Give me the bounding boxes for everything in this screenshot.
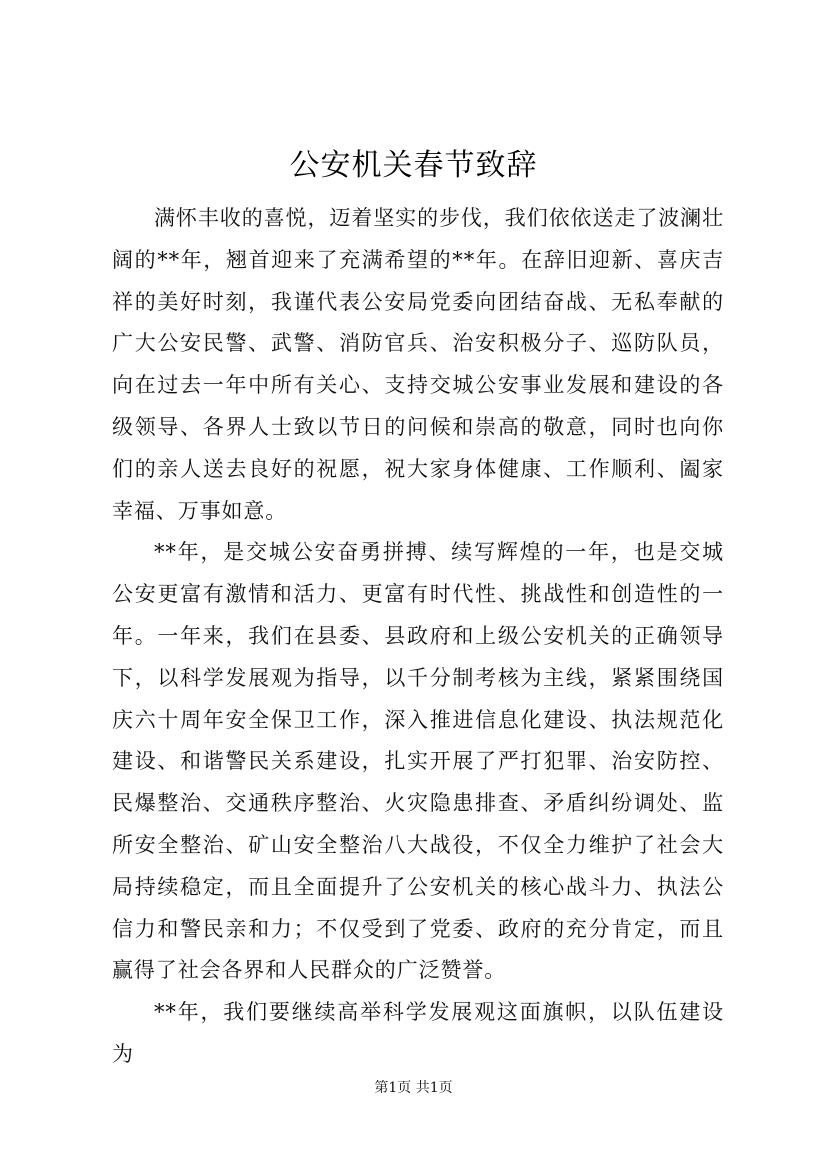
paragraph-3: **年，我们要继续高举科学发展观这面旗帜，以队伍建设为 bbox=[112, 1000, 724, 1066]
document-title: 公安机关春节致辞 bbox=[289, 148, 538, 183]
paragraph-2: **年，是交城公安奋勇拼搏、续写辉煌的一年，也是交城公安更富有激情和活力、更富有时代性、挑战性和创造性的一年。一年来，我们在县委、县政府和上级公安机关的正确领导下，以科学发展观为指导，以千分制考核为主线，紧紧围绕国庆六十周年安全保卫工作，深入推进信息化建设、执法规范化建设、和谐警民关系建设，扎实开展了严打犯罪、治安防控、民爆整治、交通秩序整治、火灾隐患排查、矛盾纠纷调处、监所安全整治、矿山安全整治八大战役，不仅全力维护了社会大局持续稳定，而且全面提升了公安机关的核心战斗力、执法公信力和警民亲和力；不仅受到了党委、政府的充分肯定，而且赢得了社会各界和人民群众的广泛赞誉。 bbox=[112, 540, 724, 983]
document-body bbox=[112, 198, 724, 1076]
page-number-footer: 第1页 共1页 bbox=[374, 1080, 453, 1096]
paragraph-1: 满怀丰收的喜悦，迈着坚实的步伐，我们依依送走了波澜壮阔的**年，翘首迎来了充满希望的**年。在辞旧迎新、喜庆吉祥的美好时刻，我谨代表公安局党委向团结奋战、无私奉献的广大公安民警、武警、消防官兵、治安积极分子、巡防队员，向在过去一年中所有关心、支持交城公安事业发展和建设的各级领导、各界人士致以节日的问候和崇高的敬意，同时也向你们的亲人送去良好的祝愿，祝大家身体健康、工作顺利、阖家幸福、万事如意。 bbox=[112, 206, 724, 523]
